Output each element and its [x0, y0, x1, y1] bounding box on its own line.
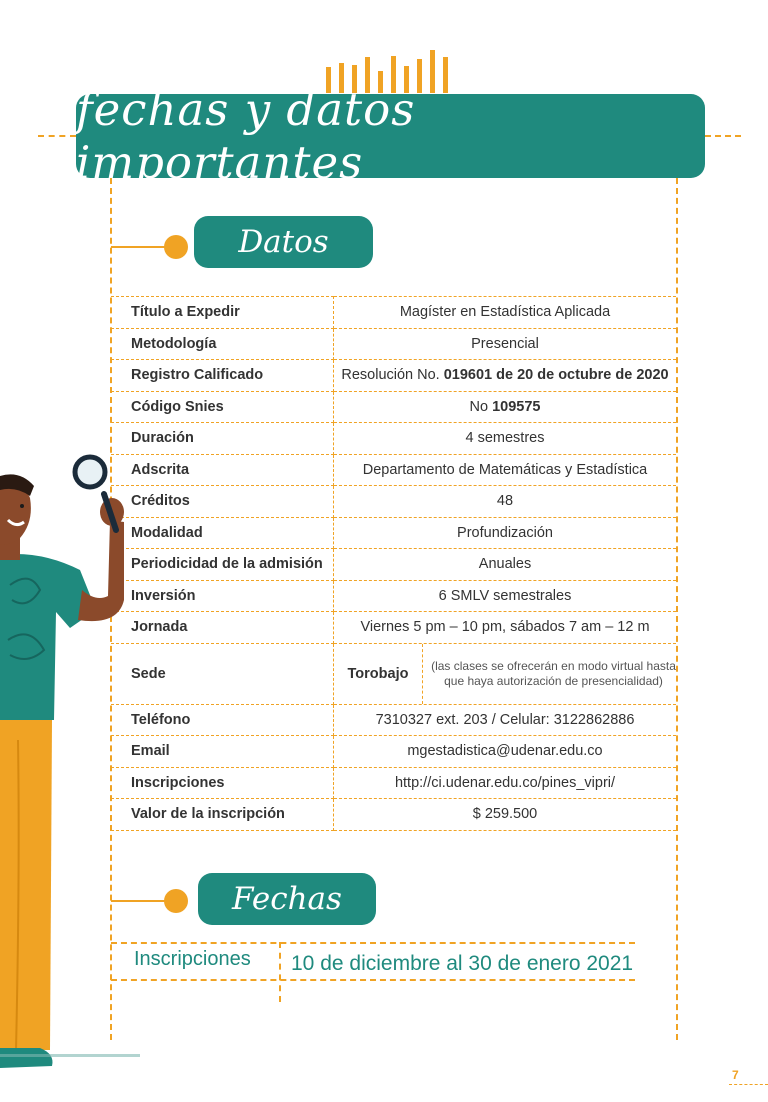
man-with-magnifying-glass-illustration [0, 450, 140, 1075]
field-value: Presencial [334, 328, 677, 360]
sede-note: (las clases se ofrecerán en modo virtual hasta que haya autorización de presencialidad) [431, 658, 676, 688]
table-row [111, 454, 676, 486]
field-value: 48 [334, 486, 677, 518]
sede-value-wrap [334, 644, 676, 704]
table-row [111, 736, 676, 768]
datos-table [111, 296, 676, 831]
field-value: Departamento de Matemáticas y Estadística [334, 454, 677, 486]
field-label: Código Snies [111, 391, 334, 423]
section-fechas-heading [198, 873, 376, 925]
field-label: Inscripciones [111, 767, 334, 799]
fechas-row-top-border [111, 942, 635, 944]
field-label: Periodicidad de la admisión [111, 549, 334, 581]
field-value: $ 259.500 [334, 799, 677, 831]
field-label: Título a Expedir [111, 297, 334, 329]
section-datos-label: Datos [238, 224, 329, 260]
table-row [111, 767, 676, 799]
fechas-dot [164, 889, 188, 913]
field-value-prefix: No [469, 398, 493, 415]
section-fechas-label: Fechas [232, 881, 342, 917]
field-label: Teléfono [111, 704, 334, 736]
table-row [111, 360, 676, 392]
field-label: Registro Calificado [111, 360, 334, 392]
fechas-row-divider [279, 942, 281, 1002]
table-row [111, 704, 676, 736]
field-value: Magíster en Estadística Aplicada [334, 297, 677, 329]
table-row [111, 328, 676, 360]
field-label: Créditos [111, 486, 334, 518]
table-row [111, 486, 676, 518]
field-value: Viernes 5 pm – 10 pm, sábados 7 am – 12 m [334, 612, 677, 644]
table-row [111, 799, 676, 831]
field-label: Adscrita [111, 454, 334, 486]
field-value-prefix: Resolución No. [341, 367, 444, 384]
sede-name: Torobajo [334, 644, 423, 704]
table-row [111, 549, 676, 581]
table-row [111, 391, 676, 423]
fechas-row-bottom-border [111, 979, 635, 981]
page-number: 7 [732, 1068, 739, 1082]
field-value-bold: 109575 [492, 398, 541, 415]
table-row [111, 643, 676, 704]
field-label: Metodología [111, 328, 334, 360]
frame-line-right [676, 178, 678, 1040]
field-label: Valor de la inscripción [111, 799, 334, 831]
field-label: Modalidad [111, 517, 334, 549]
section-datos-heading [194, 216, 373, 268]
header-divider-left [38, 135, 76, 137]
field-label: Jornada [111, 612, 334, 644]
field-value [334, 391, 677, 423]
page-title-box [76, 83, 705, 189]
datos-connector [111, 246, 171, 248]
field-value: 4 semestres [334, 423, 677, 455]
fechas-inscripciones-value: 10 de diciembre al 30 de enero 2021 [291, 952, 634, 975]
field-value: http://ci.udenar.edu.co/pines_vipri/ [334, 767, 677, 799]
fechas-inscripciones-label: Inscripciones [134, 948, 251, 970]
field-label: Duración [111, 423, 334, 455]
field-value-bold: 019601 de 20 de octubre de 2020 [443, 367, 669, 384]
footer-divider [729, 1084, 768, 1085]
field-value: 7310327 ext. 203 / Celular: 3122862886 [334, 704, 677, 736]
field-value [334, 360, 677, 392]
table-row [111, 423, 676, 455]
table-row [111, 517, 676, 549]
datos-dot [164, 235, 188, 259]
field-value: 6 SMLV semestrales [334, 580, 677, 612]
field-label: Email [111, 736, 334, 768]
field-value-group [334, 643, 677, 704]
header-divider-right [705, 135, 741, 137]
field-label: Sede [111, 643, 334, 704]
table-row [111, 612, 676, 644]
page-title: fechas y datos importantes [76, 83, 416, 189]
field-value: Anuales [334, 549, 677, 581]
table-row [111, 580, 676, 612]
table-row [111, 297, 676, 329]
field-value: mgestadistica@udenar.edu.co [334, 736, 677, 768]
field-value: Profundización [334, 517, 677, 549]
field-label: Inversión [111, 580, 334, 612]
